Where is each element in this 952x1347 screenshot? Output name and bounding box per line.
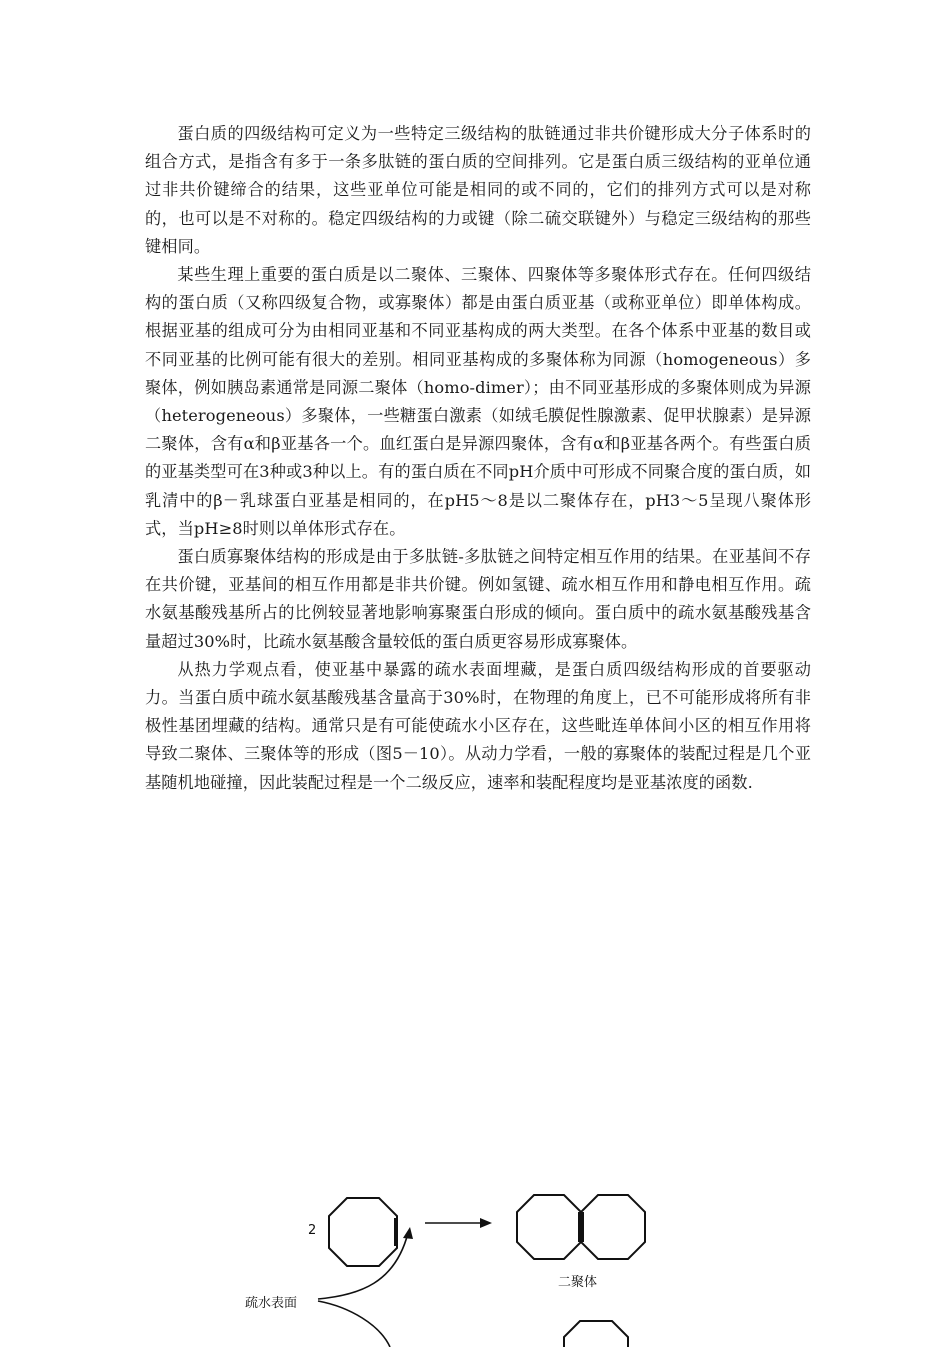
reaction-arrow-head [480, 1218, 492, 1228]
partial-octagon [564, 1321, 628, 1347]
paragraph-oligomer-types: 某些生理上重要的蛋白质是以二聚体、三聚体、四聚体等多聚体形式存在。任何四级结构的蛋白质（又称四级复合物，或寡聚体）都是由蛋白质亚基（或称亚单位）即单体构成。根据亚基的组成可分为由相同亚基和不同亚基构成的两大类型。在各个体系中亚基的数目或不同亚基的比例可能有很大的差别。相同亚基构成的多聚体称为同源（homogeneous）多聚体，例如胰岛素通常是同源二聚体（homo-dimer）；由不同亚基形成的多聚体则成为异源（heterogeneous）多聚体，一些糖蛋白激素（如绒毛膜促性腺激素、促甲状腺素）是异源二聚体，含有α和β亚基各一个。血红蛋白是异源四聚体，含有α和β亚基各两个。有些蛋白质的亚基类型可在3种或3种以上。有的蛋白质在不同pH介质中可形成不同聚合度的蛋白质，如乳清中的β－乳球蛋白亚基是相同的，在pH5～8是以二聚体存在，pH3～5呈现八聚体形式，当pH≥8时则以单体形式存在。 [145, 265, 811, 538]
dimer-interface [578, 1212, 584, 1242]
hydrophobic-surface-label: 疏水表面 [245, 1296, 298, 1311]
hydrophobic-pointer-upper-head [403, 1227, 413, 1239]
dimer-right-octagon [581, 1195, 645, 1259]
monomer-count-label: 2 [308, 1223, 317, 1238]
dimer-left-octagon [517, 1195, 581, 1259]
paragraph-thermodynamics: 从热力学观点看，使亚基中暴露的疏水表面埋藏，是蛋白质四级结构形成的首要驱动力。当蛋白质中疏水氨基酸残基含量高于30%时，在物理的角度上，已不可能形成将所有非极性基团埋藏的结构。通常只是有可能使疏水小区存在，这些毗连单体间小区的相互作用将导致二聚体、三聚体等的形成（图5－10）。从动力学看，一般的寡聚体的装配过程是几个亚基随机地碰撞，因此装配过程是一个二级反应，速率和装配程度均是亚基浓度的函数. [145, 659, 811, 792]
document-body [145, 120, 811, 797]
paragraph-oligomer-formation: 蛋白质寡聚体结构的形成是由于多肽链-多肽链之间特定相互作用的结果。在亚基间不存在共价键，亚基间的相互作用都是非共价键。例如氢键、疏水相互作用和静电相互作用。疏水氨基酸残基所占的比例较显著地影响寡聚蛋白形成的倾向。蛋白质中的疏水氨基酸残基含量超过30%时，比疏水氨基酸含量较低的蛋白质更容易形成寡聚体。 [145, 547, 811, 651]
paragraph-quaternary-definition: 蛋白质的四级结构可定义为一些特定三级结构的肽链通过非共价键形成大分子体系时的组合方式，是指含有多于一条多肽链的蛋白质的空间排列。它是蛋白质三级结构的亚单位通过非共价键缔合的结果，这些亚单位可能是相同的或不同的，它们的排列方式可以是对称的，也可以是不对称的。稳定四级结构的力或键（除二硫交联键外）与稳定三级结构的那些键相同。 [145, 124, 811, 256]
dimer-label: 二聚体 [558, 1275, 598, 1290]
dimer-formation-diagram [230, 1175, 710, 1347]
monomer-octagon [329, 1198, 397, 1266]
dimer-formation-figure [230, 1175, 710, 1347]
hydrophobic-pointer-lower [318, 1301, 390, 1347]
